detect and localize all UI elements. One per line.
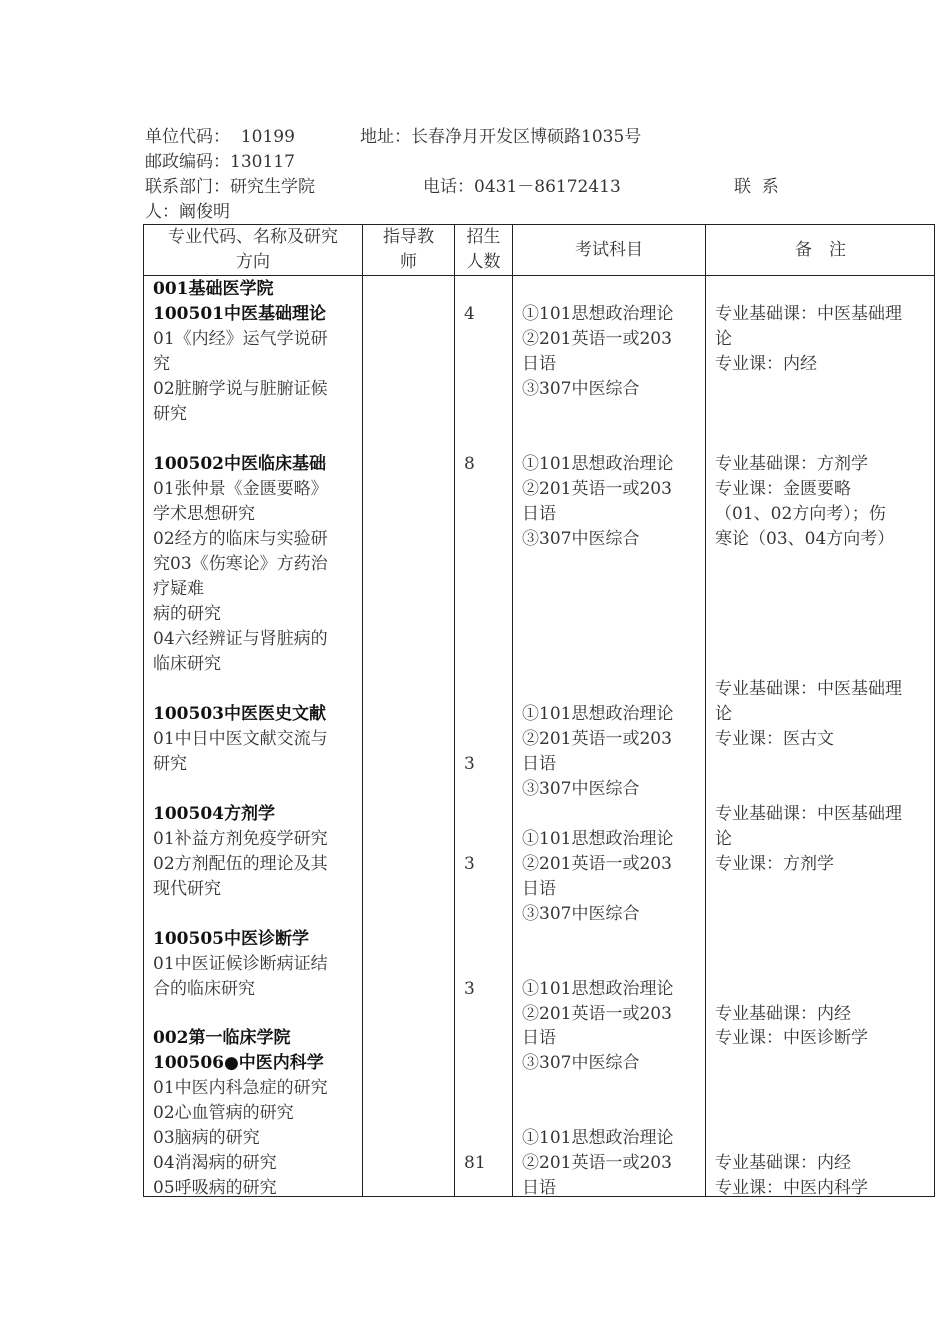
note-text: 专业课：中医诊断学 bbox=[715, 1028, 868, 1048]
header-tutor: 指导教 师 bbox=[383, 227, 434, 272]
note-text: 论 bbox=[715, 329, 732, 349]
note-text: 专业基础课：内经 bbox=[715, 1153, 851, 1173]
direction-text: 02方剂配伍的理论及其 bbox=[153, 854, 328, 874]
direction-text: 01中医内科急症的研究 bbox=[153, 1078, 328, 1098]
exam-subject: ②201英语一或203 bbox=[522, 1153, 672, 1173]
direction-text: 研究 bbox=[153, 754, 187, 774]
admissions-table bbox=[143, 224, 935, 1197]
exam-subject: ②201英语一或203 bbox=[522, 1004, 672, 1024]
direction-text: 临床研究 bbox=[153, 654, 221, 674]
direction-text: 现代研究 bbox=[153, 879, 221, 899]
quota-value: 3 bbox=[464, 754, 475, 774]
header-department: 联系部门：研究生学院 bbox=[145, 177, 315, 197]
direction-text: 04消渴病的研究 bbox=[153, 1153, 277, 1173]
exam-subject: ①101思想政治理论 bbox=[522, 454, 674, 474]
direction-text: 01《内经》运气学说研 bbox=[153, 329, 328, 349]
direction-text: 01中医证候诊断病证结 bbox=[153, 954, 328, 974]
exam-subject: ②201英语一或203 bbox=[522, 729, 672, 749]
header-contact-label: 联 系 bbox=[734, 177, 779, 197]
major-title: 100506●中医内科学 bbox=[153, 1053, 324, 1073]
header-notes: 备 注 bbox=[795, 239, 846, 260]
direction-text: 01补益方剂免疫学研究 bbox=[153, 829, 328, 849]
direction-text: 02脏腑学说与脏腑证候 bbox=[153, 379, 328, 399]
note-text: 专业课：医古文 bbox=[715, 729, 834, 749]
exam-subject: ①101思想政治理论 bbox=[522, 979, 674, 999]
direction-text: 究03《伤寒论》方药治 bbox=[153, 554, 328, 574]
direction-text: 01中日中医文献交流与 bbox=[153, 729, 328, 749]
exam-subject: ①101思想政治理论 bbox=[522, 304, 674, 324]
exam-subject: ②201英语一或203 bbox=[522, 854, 672, 874]
direction-text: 04六经辨证与肾脏病的 bbox=[153, 629, 328, 649]
direction-text: 究 bbox=[153, 354, 170, 374]
direction-text: 05呼吸病的研究 bbox=[153, 1178, 277, 1198]
note-text: 专业课：金匮要略 bbox=[715, 479, 851, 499]
header-unit-code: 单位代码： 10199 bbox=[145, 127, 295, 147]
direction-text: 03脑病的研究 bbox=[153, 1128, 260, 1148]
exam-subject: ③307中医综合 bbox=[522, 779, 640, 799]
note-text: 专业课：中医内科学 bbox=[715, 1178, 868, 1198]
direction-text: 01张仲景《金匮要略》 bbox=[153, 479, 328, 499]
quota-value: 4 bbox=[464, 304, 475, 324]
note-text: （01、02方向考）；伤 bbox=[715, 504, 886, 524]
note-text: 专业基础课：内经 bbox=[715, 1004, 851, 1024]
quota-value: 8 bbox=[464, 454, 475, 474]
note-text: 专业课：内经 bbox=[715, 354, 817, 374]
exam-subject: ③307中医综合 bbox=[522, 1053, 640, 1073]
direction-text: 02经方的临床与实验研 bbox=[153, 529, 328, 549]
exam-subject: ①101思想政治理论 bbox=[522, 1128, 674, 1148]
note-text: 专业基础课：中医基础理 bbox=[715, 304, 902, 324]
header-address: 地址：长春净月开发区博硕路1035号 bbox=[360, 127, 642, 147]
note-text: 专业课：方剂学 bbox=[715, 854, 834, 874]
note-text: 专业基础课：中医基础理 bbox=[715, 679, 902, 699]
major-title: 100503中医医史文献 bbox=[153, 704, 326, 724]
exam-subject: ②201英语一或203 bbox=[522, 329, 672, 349]
header-quota: 招生 人数 bbox=[466, 227, 501, 272]
exam-subject: ③307中医综合 bbox=[522, 379, 640, 399]
direction-text: 疗疑难 bbox=[153, 579, 204, 599]
note-text: 论 bbox=[715, 704, 732, 724]
header-exam: 考试科目 bbox=[575, 239, 643, 260]
header-telephone: 电话：0431－86172413 bbox=[423, 177, 621, 197]
header-postcode: 邮政编码：130117 bbox=[145, 152, 295, 172]
direction-text: 学术思想研究 bbox=[153, 504, 255, 524]
exam-subject: 日语 bbox=[522, 879, 556, 899]
quota-value: 3 bbox=[464, 854, 475, 874]
exam-subject: ③307中医综合 bbox=[522, 904, 640, 924]
exam-subject: 日语 bbox=[522, 1178, 556, 1198]
exam-subject: 日语 bbox=[522, 504, 556, 524]
direction-text: 研究 bbox=[153, 404, 187, 424]
quota-value: 81 bbox=[464, 1153, 486, 1173]
exam-subject: ③307中医综合 bbox=[522, 529, 640, 549]
exam-subject: 日语 bbox=[522, 354, 556, 374]
exam-subject: ①101思想政治理论 bbox=[522, 829, 674, 849]
exam-subject: 日语 bbox=[522, 754, 556, 774]
exam-subject: ①101思想政治理论 bbox=[522, 704, 674, 724]
quota-value: 3 bbox=[464, 979, 475, 999]
header-contact-person: 人：阚俊明 bbox=[145, 202, 230, 222]
major-title: 100502中医临床基础 bbox=[153, 454, 326, 474]
note-text: 专业基础课：方剂学 bbox=[715, 454, 868, 474]
direction-text: 合的临床研究 bbox=[153, 979, 255, 999]
dept-title: 001基础医学院 bbox=[153, 279, 274, 299]
direction-text: 02心血管病的研究 bbox=[153, 1103, 294, 1123]
major-title: 100505中医诊断学 bbox=[153, 929, 309, 949]
exam-subject: ②201英语一或203 bbox=[522, 479, 672, 499]
note-text: 专业基础课：中医基础理 bbox=[715, 804, 902, 824]
header-major: 专业代码、名称及研究 方向 bbox=[168, 227, 338, 272]
direction-text: 病的研究 bbox=[153, 604, 221, 624]
major-title: 100504方剂学 bbox=[153, 804, 275, 824]
note-text: 论 bbox=[715, 829, 732, 849]
major-title: 100501中医基础理论 bbox=[153, 304, 326, 324]
exam-subject: 日语 bbox=[522, 1028, 556, 1048]
dept-title: 002第一临床学院 bbox=[153, 1028, 291, 1048]
note-text: 寒论（03、04方向考） bbox=[715, 529, 895, 549]
